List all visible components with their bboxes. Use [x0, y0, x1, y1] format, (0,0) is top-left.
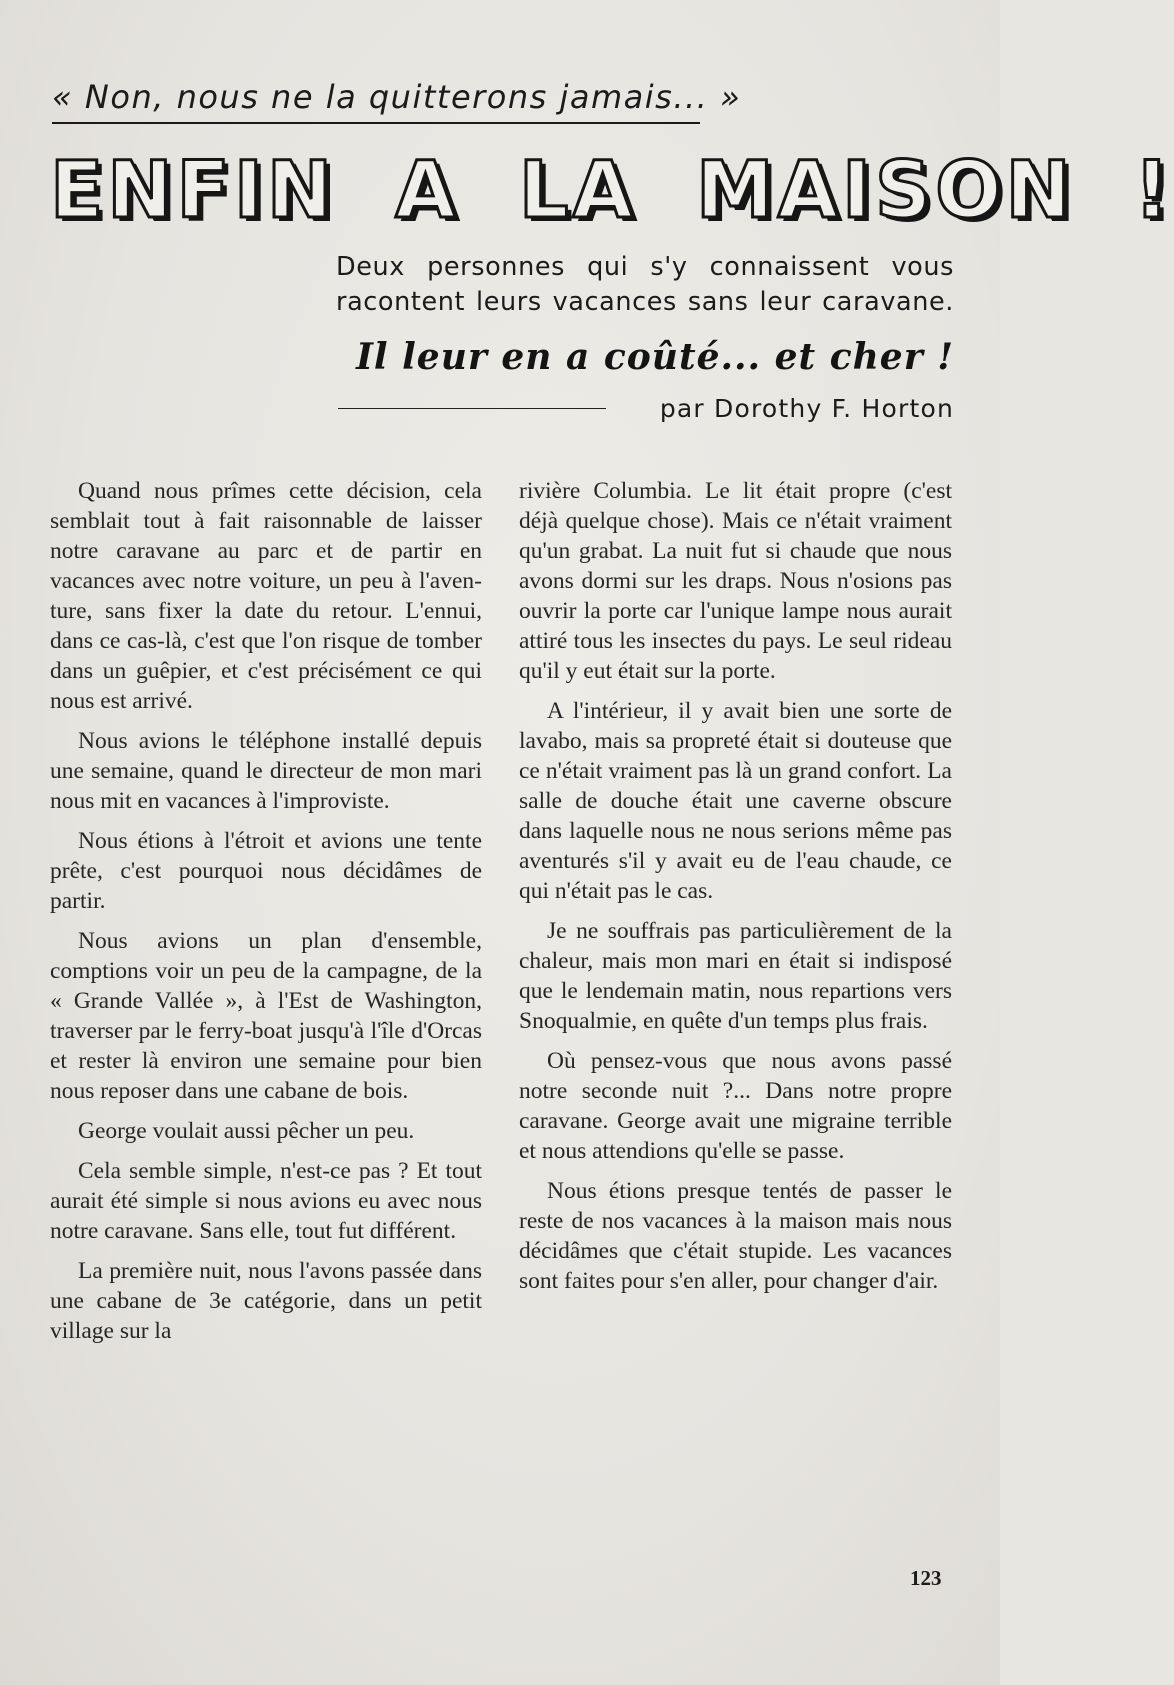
- paragraph: Nous avions un plan d'ensemble, comptions voir un peu de la campagne, de la « Grande Vallée », à l'Est de Washington, traverser par le ferry-boat jusqu'à l'île d'Orcas et rester là environ une semaine pour bien nous reposer dans une cabane de bois.: [50, 928, 482, 1104]
- article-column-right: [519, 476, 952, 1306]
- deck-subtitle: Deux personnes qui s'y connaissent vous racontent leurs vacances sans leur caravane.: [336, 252, 954, 317]
- paragraph: Nous étions à l'étroit et avions une tente prête, c'est pourquoi nous décidâmes de partir.: [50, 828, 482, 914]
- tagline: Il leur en a coûté... et cher !: [356, 336, 954, 378]
- paragraph: Nous avions le téléphone installé depuis une semaine, quand le directeur de mon mari nous mit en vacances à l'improviste.: [50, 728, 482, 814]
- headline: ENFIN A LA MAISON !: [50, 146, 1174, 236]
- kicker-quote: « Non, nous ne la quitterons jamais... »: [52, 78, 700, 124]
- paragraph: A l'intérieur, il y avait bien une sorte de lavabo, mais sa propreté était si douteuse que ce n'était vraiment pas là un grand confort. La salle de douche était une caverne obscure dans laquelle nous ne nous serions même pas aventurés s'il y avait eu de l'eau chaude, ce qui n'était pas le cas.: [519, 698, 952, 904]
- paragraph: Cela semble simple, n'est-ce pas ? Et tout aurait été simple si nous avions eu avec nous notre caravane. Sans elle, tout fut différent.: [50, 1158, 482, 1244]
- paragraph: Je ne souffrais pas particulièrement de la chaleur, mais mon mari en était si indisposé que le lendemain matin, nous repartions vers Snoqualmie, en quête d'un temps plus frais.: [519, 918, 952, 1034]
- byline-row: [338, 392, 954, 424]
- paragraph: La première nuit, nous l'avons passée dans une cabane de 3e catégorie, dans un petit village sur la: [50, 1258, 482, 1344]
- byline-rule: [338, 408, 606, 409]
- byline: par Dorothy F. Horton: [659, 393, 954, 423]
- page-number: 123: [910, 1566, 942, 1590]
- paragraph-continued: rivière Columbia. Le lit était propre (c'est déjà quelque chose). Mais ce n'était vraiment qu'un grabat. La nuit fut si chaude que nous avons dormi sur les draps. Nous n'osions pas ouvrir la porte car l'unique lampe nous aurait attiré tous les insectes du pays. Le seul rideau qu'il y eut était sur la porte.: [519, 478, 952, 684]
- paragraph: George voulait aussi pêcher un peu.: [78, 1118, 415, 1144]
- paragraph: Quand nous prîmes cette décision, cela semblait tout à fait raisonnable de laisser notre caravane au parc et de partir en vacances avec notre voiture, un peu à l'aventure, sans fixer la date du retour. L'ennui, dans ce cas-là, c'est que l'on risque de tomber dans un guêpier, et c'est précisément ce qui nous est arrivé.: [50, 478, 482, 714]
- paragraph: Nous étions presque tentés de passer le reste de nos vacances à la maison mais nous décidâmes que c'était stupide. Les vacances sont faites pour s'en aller, pour changer d'air.: [519, 1178, 952, 1294]
- article-column-left: [50, 476, 482, 1356]
- paragraph: Où pensez-vous que nous avons passé notre seconde nuit ?... Dans notre propre caravane. George avait une migraine terrible et nous attendions qu'elle se passe.: [519, 1048, 952, 1164]
